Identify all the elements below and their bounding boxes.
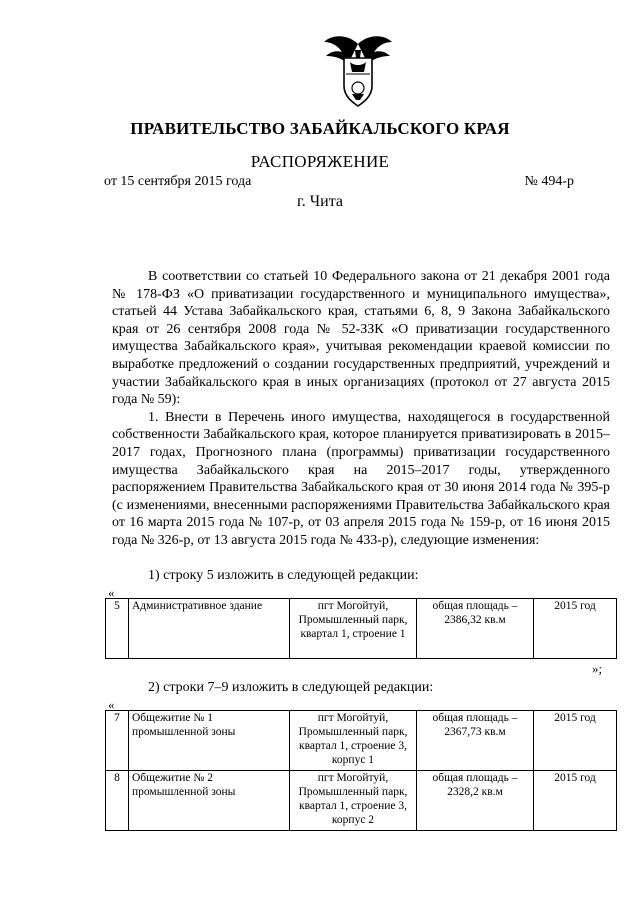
cell-year: 2015 год <box>534 771 617 831</box>
organization-title: ПРАВИТЕЛЬСТВО ЗАБАЙКАЛЬСКОГО КРАЯ <box>130 119 510 138</box>
cell-area: общая площадь – 2328,2 кв.м <box>417 771 534 831</box>
cell-num: 8 <box>106 771 129 831</box>
table-rows-7-9 <box>105 710 617 831</box>
document-type: РАСПОРЯЖЕНИЕ <box>250 152 390 171</box>
subitem-1: 1) строку 5 изложить в следующей редакции: <box>148 568 419 583</box>
document-city: г. Чита <box>296 193 343 210</box>
table-row-5 <box>105 598 617 659</box>
quote-open-1: « <box>108 585 115 600</box>
cell-address: пгт Могойтуй, Промышленный парк, квартал 1, строение 1 <box>290 599 417 659</box>
cell-num: 7 <box>106 711 129 771</box>
document-number: № 494-р <box>524 174 574 189</box>
document-date: от 15 сентября 2015 года <box>104 174 252 189</box>
cell-name: Административное здание <box>129 599 290 659</box>
cell-area: общая площадь – 2386,32 кв.м <box>417 599 534 659</box>
cell-name: Общежитие № 1 промышленной зоны <box>129 711 290 771</box>
cell-year: 2015 год <box>534 711 617 771</box>
cell-name: Общежитие № 2 промышленной зоны <box>129 771 290 831</box>
subitem-2: 2) строки 7–9 изложить в следующей редакции: <box>148 680 434 695</box>
table-row <box>106 599 617 659</box>
cell-area: общая площадь – 2367,73 кв.м <box>417 711 534 771</box>
document-body <box>112 268 610 550</box>
paragraph-item-1: 1. Внести в Перечень иного имущества, находящегося в государственной собственности Забайкальского края, которое планируется приватизировать в 2015–2017 годах, Прогнозного плана (программы) приватизации государственного имущества Забайкальского края на 2015–2017 годы, утвержденного распоряжением Правительства Забайкальского края от 30 июня 2014 года № 395-р (с изменениями, внесенными распоряжениями Правительства Забайкальского края от 16 марта 2015 года № 107-р, от 03 апреля 2015 года № 159-р, от 16 июня 2015 года № 326-р, от 13 августа 2015 года № 433-р), следующие изменения: <box>112 409 610 548</box>
paragraph-preamble: В соответствии со статьей 10 Федерального закона от 21 декабря 2001 года № 178-ФЗ «О приватизации государственного и муниципального имущества», статьей 44 Устава Забайкальского края, статьями 6, 8, 9 Закона Забайкальского края от 26 сентября 2008 года № 52-ЗЗК «О приватизации государственного имущества Забайкальского края», учитывая рекомендации краевой комиссии по выработке предложений о создании государственных предприятий, учреждений и участии Забайкальского края в иных организациях (протокол от 27 августа 2015 года № 59): <box>112 269 610 408</box>
cell-year: 2015 год <box>534 599 617 659</box>
coat-of-arms-icon <box>322 30 394 110</box>
quote-close-1: »; <box>592 661 603 676</box>
cell-address: пгт Могойтуй, Промышленный парк, квартал 1, строение 3, корпус 2 <box>290 771 417 831</box>
cell-address: пгт Могойтуй, Промышленный парк, квартал 1, строение 3, корпус 1 <box>290 711 417 771</box>
table-row <box>106 771 617 831</box>
cell-num: 5 <box>106 599 129 659</box>
quote-open-2: « <box>108 697 115 712</box>
table-row <box>106 711 617 771</box>
